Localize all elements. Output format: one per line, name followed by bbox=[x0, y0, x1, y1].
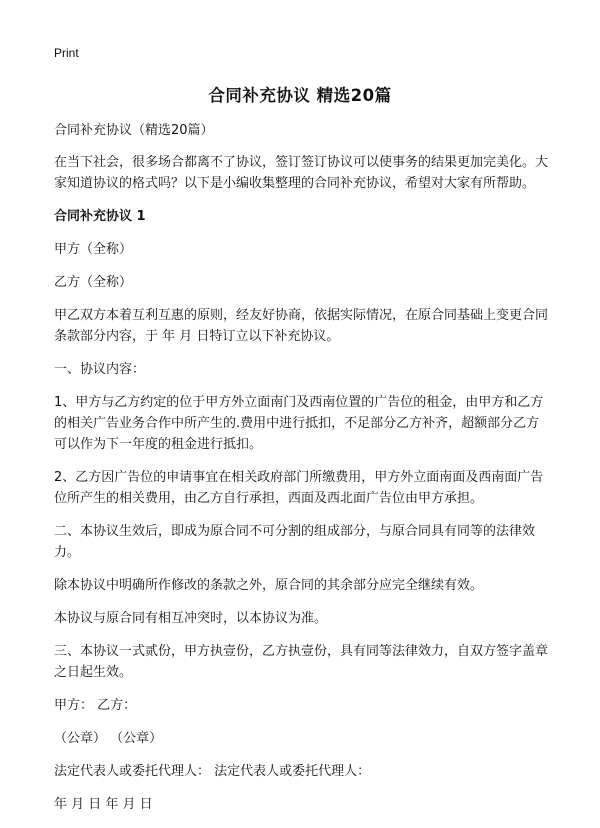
part-three-paragraph: 三、本协议一式贰份，甲方执壹份，乙方执壹份，具有同等法律效力，自双方签字盖章之日起生效。 bbox=[54, 644, 549, 680]
print-link[interactable]: Print bbox=[54, 46, 79, 60]
document-subtitle: 合同补充协议（精选20篇） bbox=[54, 123, 214, 138]
signature-parties-line: 甲方： 乙方： bbox=[54, 698, 137, 713]
party-a-line: 甲方（全称） bbox=[54, 242, 133, 257]
clause-1-paragraph: 1、甲方与乙方约定的位于甲方外立面南门及西南位置的广告位的租金，由甲方和乙方的相关广告业务合作中所产生的.费用中进行抵扣，不足部分乙方补齐，超额部分乙方可以作为下一年度的租金进行抵扣。 bbox=[54, 395, 544, 452]
representatives-line: 法定代表人或委托代理人： 法定代表人或委托代理人： bbox=[54, 764, 371, 779]
clause-2-paragraph: 2、乙方因广告位的申请事宜在相关政府部门所缴费用，甲方外立面南面及西南面广告位所产生的相关费用，由乙方自行承担，西面及西北面广告位由甲方承担。 bbox=[54, 470, 544, 506]
section-heading: 合同补充协议 1 bbox=[54, 209, 146, 224]
intro-paragraph: 在当下社会，很多场合都离不了协议，签订签订协议可以使事务的结果更加完美化。大家知道协议的格式吗？以下是小编收集整理的合同补充协议，希望对大家有所帮助。 bbox=[54, 155, 549, 191]
party-b-line: 乙方（全称） bbox=[54, 275, 133, 290]
part-one-heading: 一、协议内容： bbox=[54, 362, 146, 377]
unchanged-terms-paragraph: 除本协议中明确所作修改的条款之外，原合同的其余部分应完全继续有效。 bbox=[54, 578, 484, 593]
dates-line: 年 月 日 年 月 日 bbox=[54, 797, 153, 812]
conflict-rule-paragraph: 本协议与原合同有相互冲突时，以本协议为准。 bbox=[54, 611, 328, 626]
part-two-paragraph: 二、本协议生效后，即成为原合同不可分割的组成部分，与原合同具有同等的法律效力。 bbox=[54, 524, 536, 560]
seals-line: （公章） （公章） bbox=[54, 731, 163, 746]
document-title: 合同补充协议 精选20篇 bbox=[208, 86, 392, 105]
document-body bbox=[54, 120, 550, 827]
preamble-paragraph: 甲乙双方本着互利互惠的原则，经友好协商，依据实际情况，在原合同基础上变更合同条款部分内容，于 年 月 日特订立以下补充协议。 bbox=[54, 308, 549, 344]
